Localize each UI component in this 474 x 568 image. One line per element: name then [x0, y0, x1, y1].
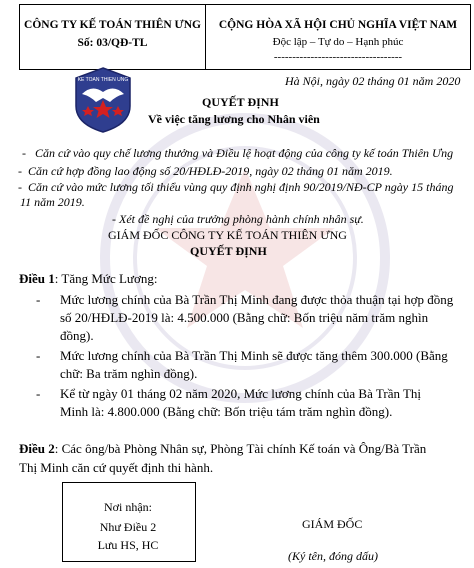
company-name: CÔNG TY KẾ TOÁN THIÊN ƯNG — [24, 19, 201, 31]
director-heading: GIÁM ĐỐC CÔNG TY KẾ TOÁN THIÊN ƯNG — [108, 228, 347, 242]
article-1-title: : Tăng Mức Lương: — [54, 271, 158, 286]
document-subtitle: Về việc tăng lương cho Nhân viên — [148, 112, 320, 126]
article-1-item: Mức lương chính của Bà Trần Thị Minh đang được thỏa thuận tại hợp đồng — [60, 292, 454, 307]
recipient-item: Lưu HS, HC — [97, 538, 159, 552]
article-1-item: số 20/HĐLĐ-2019 là: 4.500.000 (Bằng chữ: Bốn triệu năm trăm nghìn — [60, 310, 429, 325]
article-2-label: Điều 2 — [19, 441, 55, 456]
article-1-item: Minh là: 4.800.000 (Bằng chữ: Bốn triệu tám trăm nghìn đồng). — [60, 404, 393, 419]
base-dash: - — [18, 180, 22, 194]
document-header — [19, 4, 471, 70]
decision-heading: QUYẾT ĐỊNH — [190, 244, 267, 258]
article-1-item: đồng). — [60, 328, 94, 343]
article-1-heading — [19, 271, 157, 287]
item-dash: - — [36, 292, 41, 307]
base-dash: - — [22, 146, 26, 160]
article-2-text — [19, 441, 426, 457]
proposal-line: - Xét đề nghị của trưởng phòng hành chính nhân sự. — [112, 212, 364, 226]
legal-basis: Căn cứ vào quy chế lương thưởng và Điều lệ hoạt động của công ty kế toán Thiên Ưng — [35, 146, 454, 160]
article-1-item: chữ: Ba trăm nghìn đồng). — [60, 366, 198, 381]
article-1-item: Kể từ ngày 01 tháng 02 năm 2020, Mức lương chính của Bà Trần Thị — [60, 386, 422, 401]
document-title: QUYẾT ĐỊNH — [202, 95, 279, 109]
article-1-item: Mức lương chính của Bà Trần Thị Minh sẽ được tăng thêm 300.000 (Bằng — [60, 348, 448, 363]
national-motto: Độc lập – Tự do – Hạnh phúc — [272, 36, 404, 48]
legal-basis: Căn cứ hợp đồng lao động số 20/HĐLĐ-2019, ngày 02 tháng 01 năm 2019. — [28, 164, 393, 178]
motto-underline: ----------------------------------- — [273, 51, 403, 63]
legal-basis: Căn cứ vào mức lương tối thiểu vùng quy định nghị định 90/2019/NĐ-CP ngày 15 tháng — [28, 180, 454, 194]
recipients-title: Nơi nhận: — [103, 500, 152, 514]
base-dash: - — [18, 164, 22, 178]
logo-text: KE TOAN THIEN UNG — [77, 77, 129, 83]
article-2-line: Thị Minh căn cứ quyết định thi hành. — [19, 460, 214, 475]
legal-basis: 11 năm 2019. — [20, 195, 85, 209]
recipient-item: Như Điều 2 — [99, 520, 157, 534]
signature-note: (Ký tên, đóng dấu) — [288, 549, 378, 563]
company-logo — [72, 66, 134, 134]
country-name: CỘNG HÒA XÃ HỘI CHỦ NGHĨA VIỆT NAM — [218, 19, 458, 31]
document-date: Hà Nội, ngày 02 tháng 01 năm 2020 — [285, 74, 461, 88]
article-1-label: Điều 1 — [19, 271, 55, 286]
signature-title: GIÁM ĐỐC — [302, 517, 363, 531]
item-dash: - — [36, 386, 41, 401]
decision-number: Số: 03/QĐ-TL — [77, 37, 148, 49]
item-dash: - — [36, 348, 41, 363]
article-2-line: : Các ông/bà Phòng Nhân sự, Phòng Tài chính Kế toán và Ông/Bà Trần — [54, 441, 427, 456]
